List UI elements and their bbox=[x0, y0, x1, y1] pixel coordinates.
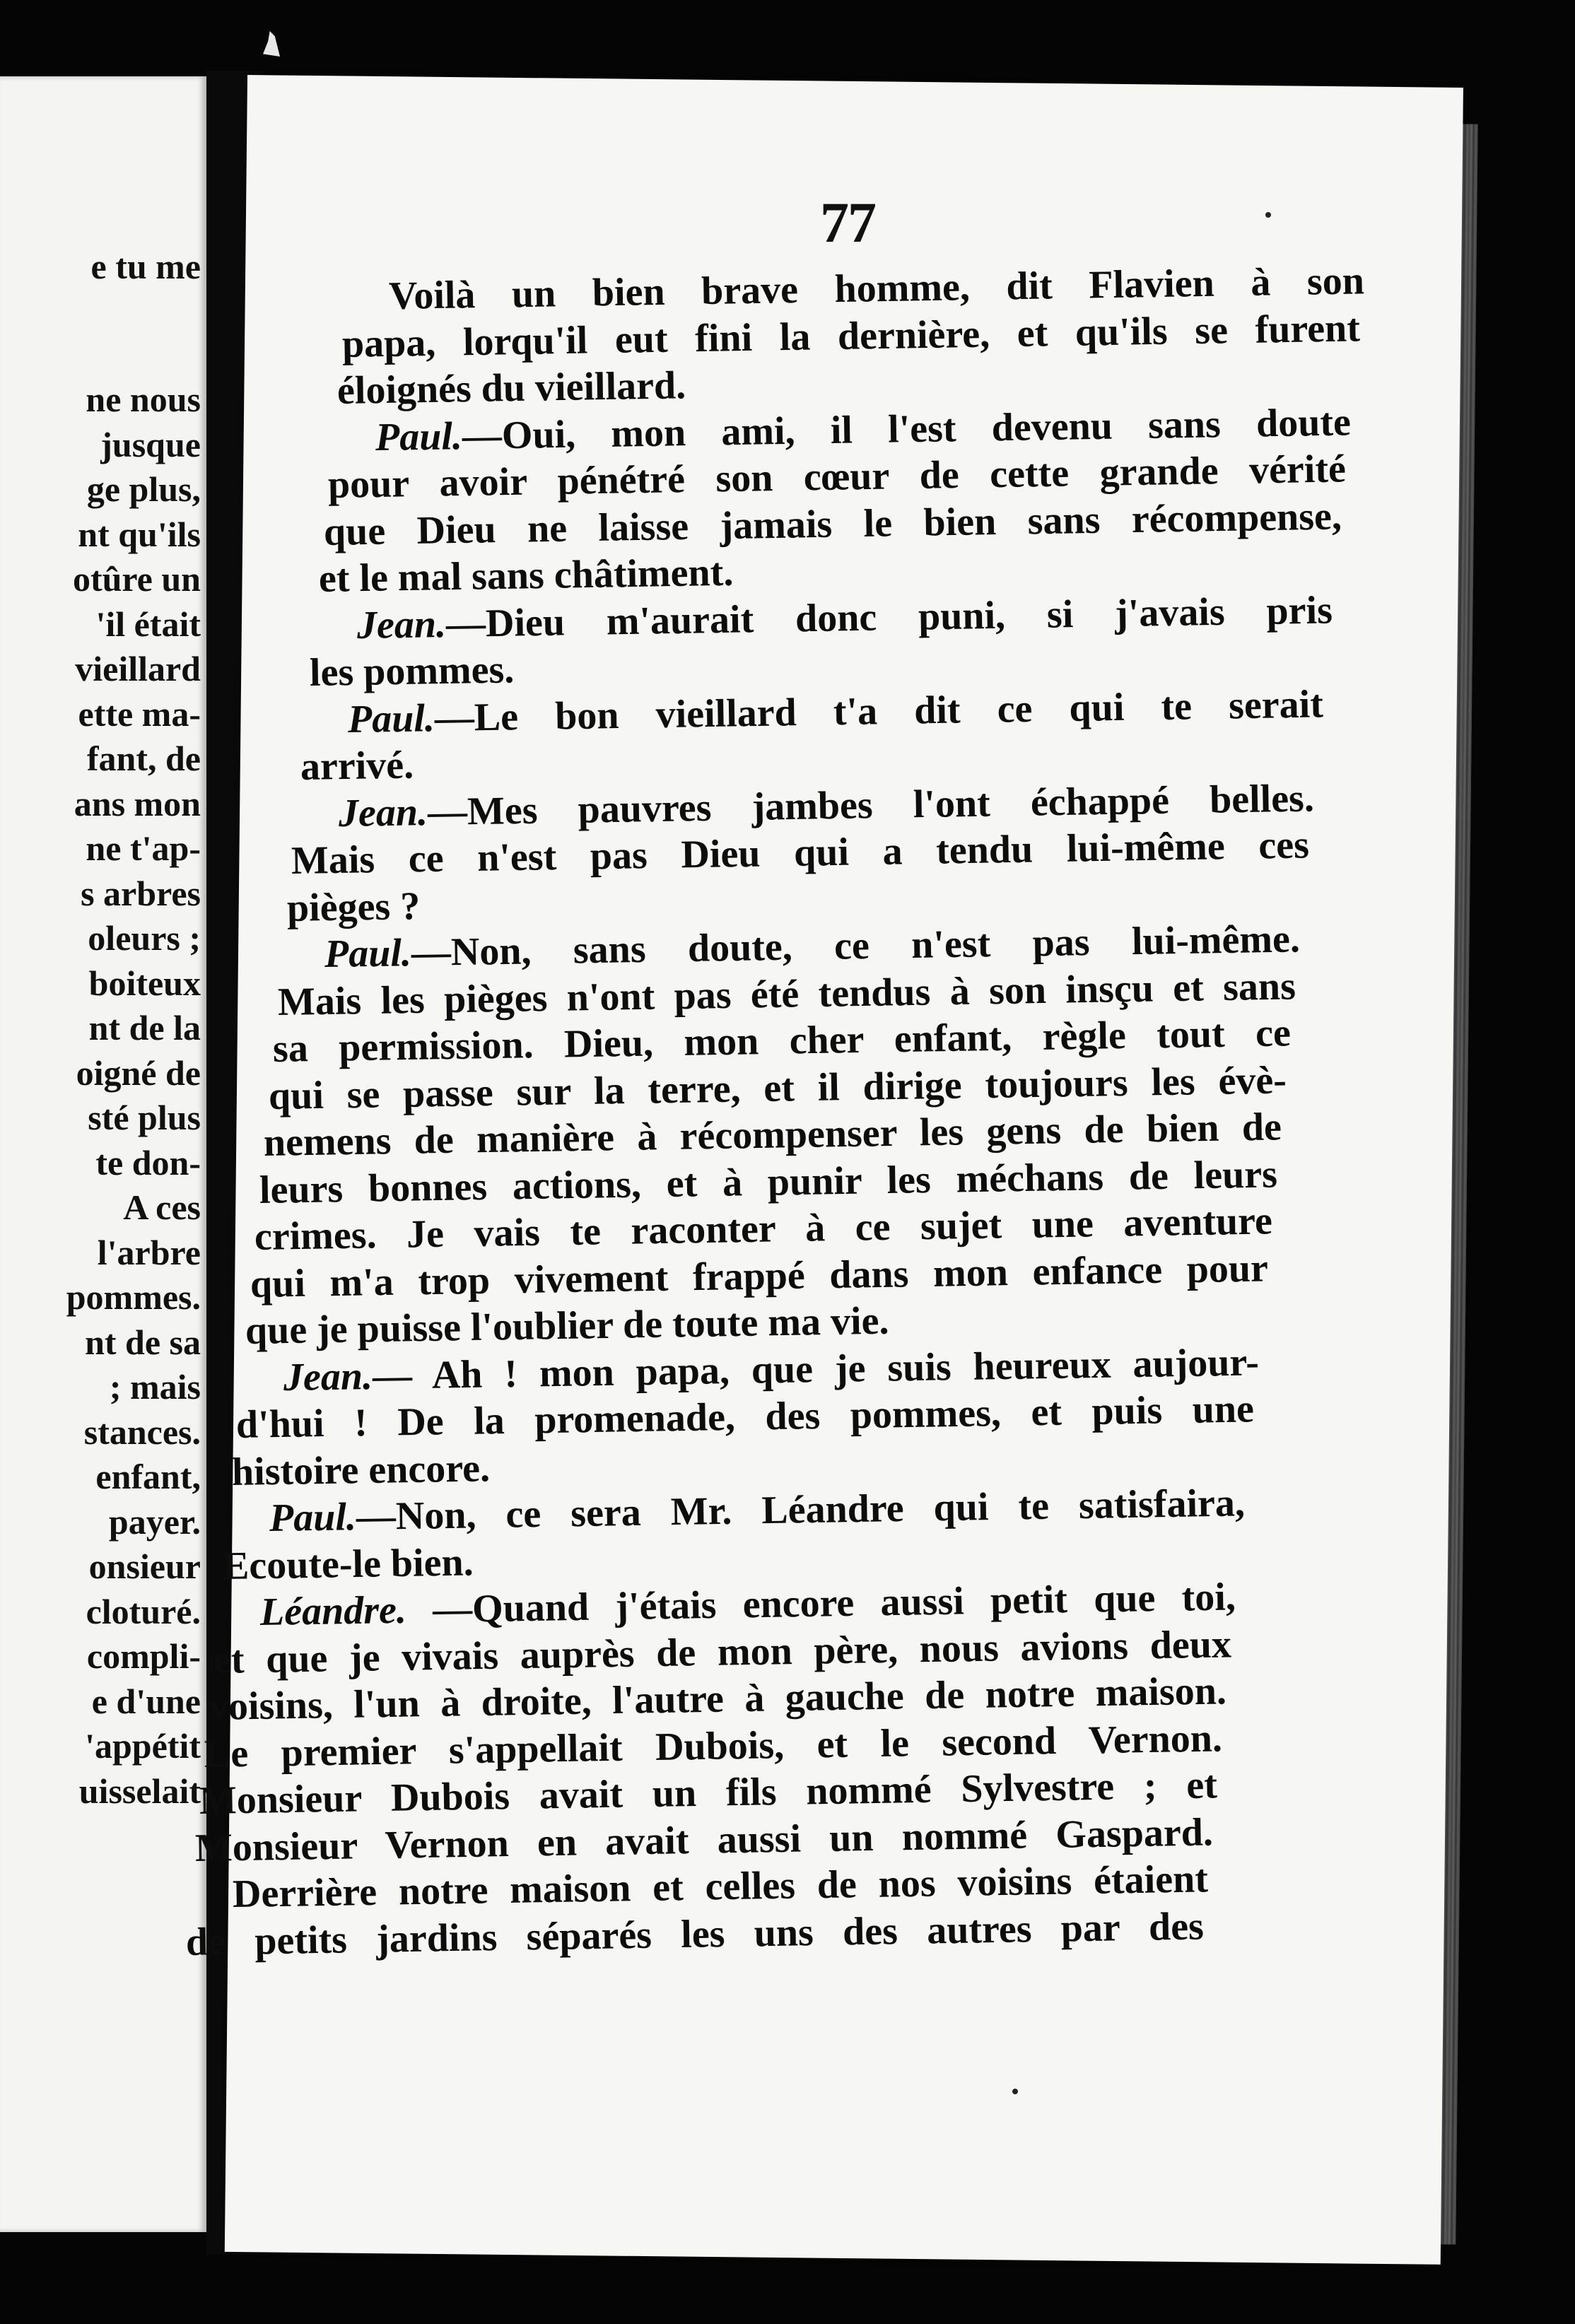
left-page-line: sté plus bbox=[88, 1098, 201, 1137]
left-page-line: vieillard bbox=[75, 649, 201, 688]
line-text: histoire encore. bbox=[231, 1445, 490, 1494]
line-text: Monsieur Vernon en avait aussi un nommé Gaspard. bbox=[194, 1809, 1213, 1870]
left-page-line: ne t'ap- bbox=[86, 828, 201, 868]
left-page-line: boiteux bbox=[88, 963, 201, 1003]
ink-dot bbox=[1012, 2089, 1018, 2094]
line-text: —Le bon vieillard t'a dit ce qui te serait bbox=[433, 681, 1323, 740]
line-text: Voilà un bien brave homme, dit Flavien à son bbox=[388, 259, 1365, 319]
line-text: —Oui, mon ami, il l'est devenu sans doute bbox=[461, 399, 1351, 458]
left-page-line: compli- bbox=[86, 1636, 201, 1676]
left-facing-page bbox=[0, 76, 206, 2232]
line-text: —Quand j'étais encore aussi petit que toi, bbox=[406, 1575, 1236, 1632]
page-number: 77 bbox=[820, 190, 875, 254]
line-text: leurs bonnes actions, et à punir les méchans de leurs bbox=[259, 1151, 1277, 1212]
left-page-line: ette ma- bbox=[78, 693, 201, 734]
line-text: que Dieu ne laisse jamais le bien sans récompense, bbox=[323, 493, 1342, 554]
left-page-line: nt qu'ils bbox=[78, 514, 201, 554]
line-text: d'hui ! De la promenade, des pommes, et puis une bbox=[235, 1387, 1255, 1447]
line-text: crimes. Je vais te raconter à ce sujet une aventure bbox=[254, 1199, 1273, 1259]
left-page-line: oigné de bbox=[76, 1052, 201, 1093]
left-page-line: ; mais bbox=[109, 1367, 201, 1407]
ink-dot bbox=[1265, 212, 1271, 218]
line-text: que je puisse l'oublier de toute ma vie. bbox=[245, 1298, 889, 1353]
line-text: sa permission. Dieu, mon cher enfant, règle tout ce bbox=[272, 1011, 1292, 1071]
line-text: et que je vivais auprès de mon père, nous avions deux bbox=[213, 1621, 1231, 1682]
speaker-name: Paul. bbox=[269, 1495, 357, 1541]
left-page-line: otûre un bbox=[72, 559, 201, 599]
left-page-line: enfant, bbox=[95, 1457, 201, 1496]
speaker-name: Jean. bbox=[338, 790, 428, 835]
speaker-name: Jean. bbox=[283, 1354, 373, 1399]
left-page-line: stances. bbox=[83, 1412, 201, 1452]
left-page-line: e tu me bbox=[90, 247, 201, 286]
line-text: les pommes. bbox=[309, 647, 515, 695]
left-page-line: A ces bbox=[123, 1187, 201, 1227]
speaker-name: Léandre. bbox=[259, 1588, 407, 1635]
left-page-line: 'appétit bbox=[85, 1726, 201, 1766]
left-page-line: s arbres bbox=[81, 873, 201, 913]
line-text: pour avoir pénétré son cœur de cette grande vérité bbox=[327, 447, 1347, 507]
speaker-name: Paul. bbox=[375, 413, 462, 459]
line-text: arrivé. bbox=[300, 743, 414, 789]
left-page-line: fant, de bbox=[86, 739, 201, 778]
left-page-line: nt de sa bbox=[85, 1322, 201, 1362]
left-page-line: uisselait bbox=[78, 1771, 201, 1811]
line-text: Monsieur Dubois avait un fils nommé Sylvestre ; et bbox=[199, 1763, 1218, 1823]
left-page-line: e d'une bbox=[91, 1681, 201, 1721]
line-text: nemens de manière à récompenser les gens de bien de bbox=[263, 1105, 1282, 1165]
line-text: et le mal sans châtiment. bbox=[318, 550, 734, 601]
line-text: —Mes pauvres jambes l'ont échappé belles. bbox=[426, 775, 1314, 834]
speaker-name: Jean. bbox=[356, 601, 446, 647]
left-page-line: onsieur bbox=[88, 1547, 201, 1586]
left-page-line: l'arbre bbox=[97, 1232, 201, 1272]
line-text: Derrière notre maison et celles de nos voisins étaient bbox=[232, 1857, 1209, 1917]
line-text: pièges ? bbox=[286, 884, 421, 930]
line-text: papa, lorqu'il eut fini la dernière, et qu'ils se furent bbox=[341, 305, 1360, 366]
line-text: —Dieu m'aurait donc puni, si j'avais pris bbox=[445, 587, 1333, 646]
left-page-line: ne nous bbox=[86, 380, 201, 419]
line-text: — Ah ! mon papa, que je suis heureux aujour- bbox=[371, 1339, 1259, 1398]
speaker-name: Paul. bbox=[347, 696, 435, 741]
left-page-line: te don- bbox=[95, 1142, 201, 1182]
line-text: éloignés du vieillard. bbox=[336, 363, 686, 413]
line-text: Mais ce n'est pas Dieu qui a tendu lui-même ces bbox=[291, 823, 1310, 883]
left-page-line: cloturé. bbox=[86, 1591, 201, 1631]
speaker-name: Paul. bbox=[324, 931, 412, 977]
left-page-line: payer. bbox=[108, 1501, 201, 1542]
line-text: de petits jardins séparés les uns des autres par des bbox=[185, 1903, 1204, 1964]
left-page-line: ge plus, bbox=[86, 469, 201, 509]
left-page-line: pommes. bbox=[66, 1277, 201, 1317]
line-text: voisins, l'un à droite, l'autre à gauche de notre maison. bbox=[208, 1669, 1227, 1729]
left-page-line: 'il était bbox=[95, 604, 201, 644]
left-page-line: jusque bbox=[100, 424, 201, 464]
line-text: qui se passe sur la terre, et il dirige toujours les évè- bbox=[268, 1057, 1287, 1118]
line-text: Le premier s'appellait Dubois, et le second Vernon. bbox=[204, 1715, 1222, 1776]
line-text: qui m'a trop vivement frappé dans mon enfance pour bbox=[250, 1245, 1268, 1306]
line-text: —Non, sans doute, ce n'est pas lui-même. bbox=[411, 917, 1301, 975]
scan-speck bbox=[263, 31, 280, 57]
left-page-line: ans mon bbox=[74, 783, 201, 823]
line-text: —Non, ce sera Mr. Léandre qui te satisfaira, bbox=[356, 1481, 1246, 1539]
left-page-line: oleurs ; bbox=[88, 918, 201, 958]
line-text: Mais les pièges n'ont pas été tendus à son insçu et sans bbox=[277, 963, 1296, 1024]
line-text: Ecoute-le bien. bbox=[222, 1539, 474, 1588]
left-page-line: nt de la bbox=[88, 1008, 201, 1047]
